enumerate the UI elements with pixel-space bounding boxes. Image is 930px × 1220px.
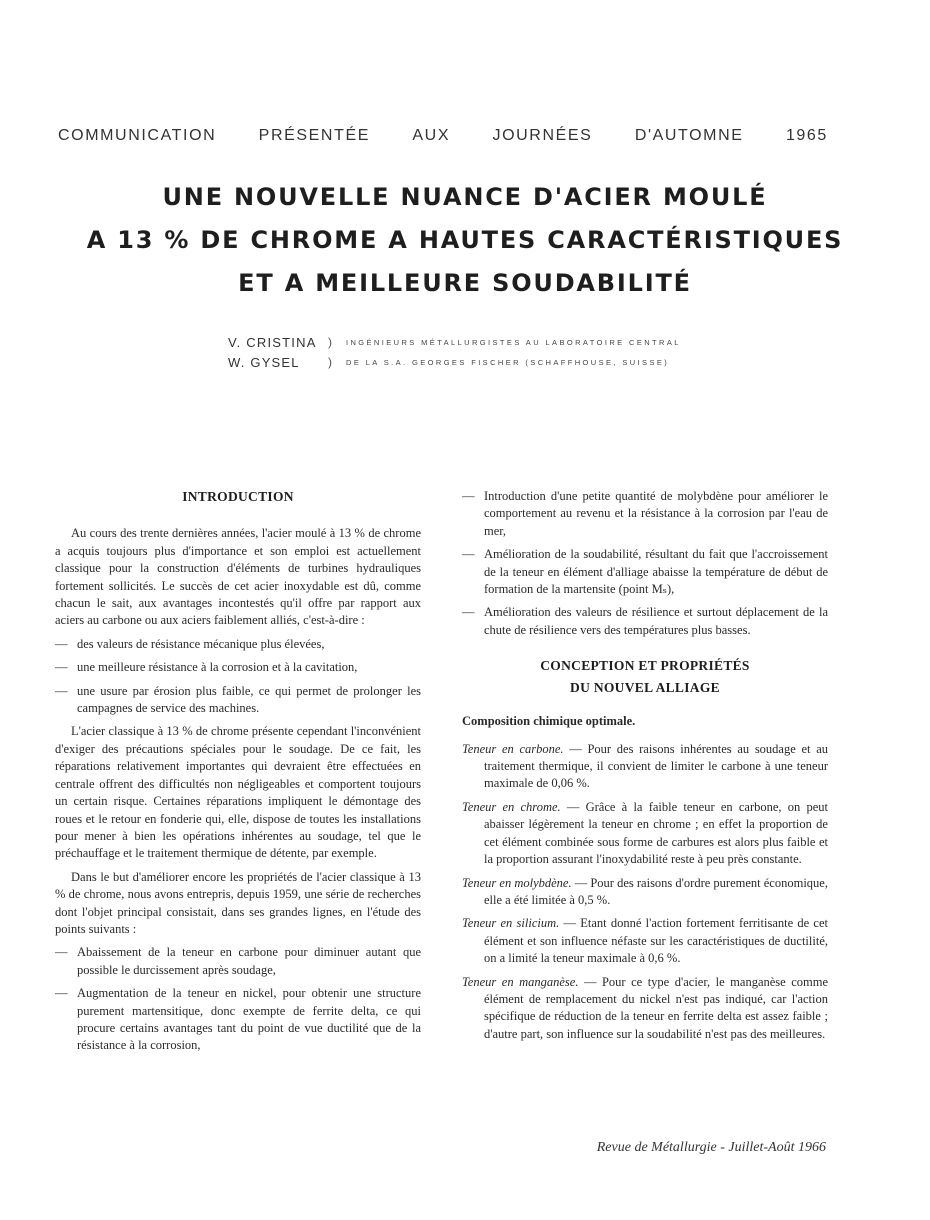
element-text: — Pour des raisons inhérentes au soudage et au traitement thermique, il convient de limiter le carbone à une teneur maximale de 0,06 %. [484, 741, 828, 791]
section-heading: INTRODUCTION [182, 489, 294, 504]
element-term: Teneur en molybdène. [462, 875, 572, 890]
author-affiliation: DE LA S.A. GEORGES FISCHER (SCHAFFHOUSE, SUISSE) [346, 357, 670, 367]
composition-item [462, 974, 828, 1044]
header-word: D'AUTOMNE [634, 127, 744, 144]
element-term: Teneur en silicium. [462, 916, 560, 931]
list-item [55, 659, 421, 676]
header-word: AUX [412, 127, 451, 144]
list-item-text: Amélioration des valeurs de résilience et surtout déplacement de la chute de résilience vers des températures plus basses. [484, 605, 828, 637]
composition-item [462, 875, 828, 910]
element-text: — Pour ce type d'acier, le manganèse comme élément de remplacement du nickel n'est pas indiqué, car l'action spécifique de réduction de la teneur en ferrite delta est assez faible ; d'autre part, son influence sur la soudabilité n'est pas des meilleures. [484, 974, 828, 1041]
author-affiliation: INGÉNIEURS MÉTALLURGISTES AU LABORATOIRE CENTRAL [346, 337, 681, 347]
header-word: 1965 [785, 127, 828, 144]
dash-glyph: — [55, 636, 68, 651]
element-text: — Grâce à la faible teneur en carbone, on peut abaisser légèrement la teneur en chrome ; en effet la proportion de cet élément combinée sous forme de carbures est alors plus faible et la proportion assurant l'inoxydabilité reste à peu près constante. [484, 799, 829, 867]
header-word: PRÉSENTÉE [258, 127, 370, 144]
list-item-text: Abaissement de la teneur en carbone pour diminuer autant que possible le durcissement après soudage, [77, 945, 421, 977]
list-item-text: des valeurs de résistance mécanique plus élevées, [77, 636, 325, 651]
title-line: ET A MEILLEURE SOUDABILITÉ [238, 269, 692, 297]
section-heading [462, 655, 828, 699]
element-term: Teneur en chrome. [462, 799, 561, 814]
list-item [55, 636, 421, 653]
dash-glyph: — [462, 547, 475, 562]
composition-item [462, 915, 828, 967]
list-item-text: Amélioration de la soudabilité, résultant du fait que l'accroissement de la teneur en élément d'alliage abaisse la température de début de formation de la martensite (point Mₛ), [484, 547, 828, 597]
dash-glyph: — [462, 489, 475, 503]
paragraph: Dans le but d'améliorer encore les propriétés de l'acier classique à 13 % de chrome, nous avons entrepris, depuis 1959, une série de recherches dont l'objet principal consistait, dans ses grandes lignes, en l'étude des points suivants : [55, 869, 421, 936]
title-line: A 13 % DE CHROME A HAUTES CARACTÉRISTIQUES [86, 226, 844, 254]
header-word: COMMUNICATION [58, 127, 217, 144]
dash-glyph: — [462, 605, 475, 620]
header-word: JOURNÉES [492, 127, 593, 144]
element-text: — Pour des raisons d'ordre purement économique, elle a été limitée à 0,5 %. [484, 875, 828, 907]
paragraph: Au cours des trente dernières années, l'acier moulé à 13 % de chrome a acquis toujours plus d'importance et son emploi est actuellement classique pour la construction d'éléments de turbines hydrauliques fortement sollicités. Le succès de cet acier inoxydable est dû, comme chacun le sait, aux avantages incontestés qu'il offre par rapport aux aciers au carbone ou aux aciers faiblement alliés, c'est-à-dire : [55, 526, 421, 628]
brace-glyph: ) [328, 355, 332, 369]
communication-header [58, 127, 828, 145]
list-item [55, 944, 421, 979]
composition-item [462, 799, 828, 869]
dash-glyph: — [55, 945, 68, 960]
dash-glyph: — [55, 683, 68, 698]
left-column [55, 488, 421, 1061]
author-row [228, 332, 681, 352]
list-item [55, 683, 421, 718]
brace-glyph: ) [328, 335, 332, 349]
author-name: W. GYSEL [228, 354, 300, 370]
dash-glyph: — [55, 986, 68, 1001]
author-name: V. CRISTINA [228, 334, 317, 350]
subheading: Composition chimique optimale. [462, 714, 636, 729]
author-block [228, 332, 681, 372]
author-row [228, 352, 681, 372]
composition-item [462, 741, 828, 793]
paragraph: L'acier classique à 13 % de chrome présente cependant l'inconvénient d'exiger des précautions spéciales pour le soudage. De ce fait, les réparations relativement importantes qui devraient être effectuées en centrale offrent des difficultés non négligeables et comportent toujours un certain risque. Certaines réparations impliquent le démontage des roues et le retour en fonderie qui, elle, dispose de toutes les installations pour mener à bien les opérations inhérentes au soudage, tel que le préchauffage et le traitement thermique de détente, par exemple. [55, 724, 421, 861]
element-term: Teneur en manganèse. [462, 974, 579, 989]
list-item-text: une meilleure résistance à la corrosion et à la cavitation, [77, 660, 358, 675]
heading-line: DU NOUVEL ALLIAGE [570, 680, 720, 696]
heading-line: CONCEPTION ET PROPRIÉTÉS [540, 658, 750, 674]
list-item [462, 604, 828, 639]
list-item [462, 546, 828, 598]
list-item-text: Introduction d'une petite quantité de molybdène pour améliorer le comportement au revenu et la résistance à la corrosion par l'eau de mer, [484, 489, 828, 538]
journal-footer: Revue de Métallurgie - Juillet-Août 1966 [596, 1140, 826, 1155]
list-item [55, 985, 421, 1055]
list-item [462, 488, 828, 540]
article-title [0, 176, 930, 305]
right-column [462, 488, 828, 1049]
dash-glyph: — [55, 660, 68, 675]
title-line: UNE NOUVELLE NUANCE D'ACIER MOULÉ [162, 183, 768, 211]
list-item-text: Augmentation de la teneur en nickel, pour obtenir une structure purement martensitique, donc exempte de ferrite delta, ce qui procure certains avantages tant du point de vue ductilité que de la résistance à la corrosion, [77, 986, 421, 1053]
list-item-text: une usure par érosion plus faible, ce qui permet de prolonger les campagnes de service des machines. [77, 683, 421, 716]
element-term: Teneur en carbone. [462, 741, 564, 756]
element-text: — Etant donné l'action fortement ferritisante de cet élément et son influence néfaste sur les caractéristiques de ductilité, on a limité la teneur maximale à 0,6 %. [484, 916, 828, 966]
